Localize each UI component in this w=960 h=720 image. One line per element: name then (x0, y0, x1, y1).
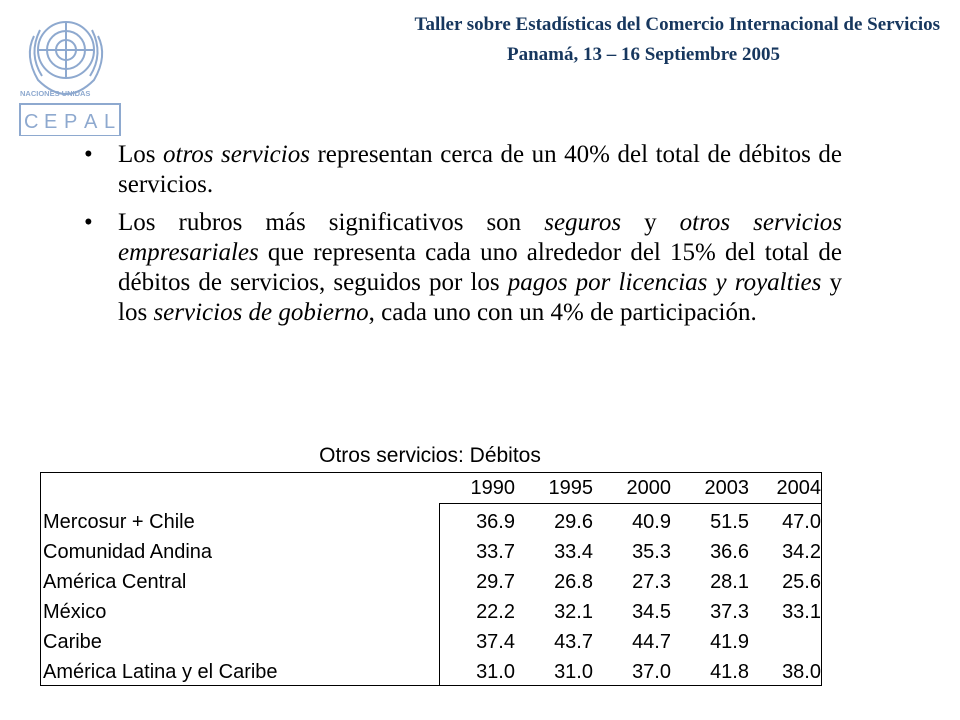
row-label: América Latina y el Caribe (43, 661, 278, 683)
table-row (41, 507, 821, 537)
table-cell: 41.8 (710, 661, 749, 683)
table-row (41, 567, 821, 597)
table-cell: 31.0 (554, 661, 593, 683)
table-cell: 35.3 (632, 541, 671, 563)
table-cell: 34.2 (782, 541, 821, 563)
table-cell: 38.0 (782, 661, 821, 683)
row-label: Caribe (43, 631, 102, 653)
table-header-row (41, 473, 821, 503)
row-label: Mercosur + Chile (43, 511, 195, 533)
svg-text:E: E (44, 111, 58, 133)
table-title: Otros servicios: Débitos (319, 444, 541, 467)
debits-table (40, 472, 822, 686)
header-subtitle: Panamá, 13 – 16 Septiembre 2005 (506, 44, 780, 65)
table-cell: 47.0 (782, 511, 821, 533)
bullet-list (84, 140, 842, 336)
table-cell: 36.9 (476, 511, 515, 533)
table-cell: 44.7 (632, 631, 671, 653)
table-cell: 40.9 (632, 511, 671, 533)
table-cell: 36.6 (710, 541, 749, 563)
table-cell: 51.5 (710, 511, 749, 533)
table-cell: 26.8 (554, 571, 593, 593)
table-row (41, 657, 821, 687)
year-header: 2004 (776, 477, 821, 499)
table-cell: 37.0 (632, 661, 671, 683)
bullet-item (84, 208, 842, 328)
table-row (41, 537, 821, 567)
table-cell: 27.3 (632, 571, 671, 593)
table-row (41, 597, 821, 627)
bullet-2-text: Los rubros más significativos son seguros y otros servicios empresariales que representa cada uno alrededor del 15% del total de débitos de servicios, seguidos por los pagos por licencias y royalties y los servicios de gobierno, cada uno con un 4% de participación. (118, 209, 843, 326)
table-divider (439, 503, 821, 504)
table-cell: 22.2 (476, 601, 515, 623)
year-header: 1990 (470, 477, 515, 499)
svg-text:NACIONES UNIDAS: NACIONES UNIDAS (20, 89, 91, 98)
table-row (41, 627, 821, 657)
table-cell: 34.5 (632, 601, 671, 623)
year-header: 2003 (704, 477, 749, 499)
table-cell: 33.1 (782, 601, 821, 623)
bullet-1-text: Los otros servicios representan cerca de un 40% del total de débitos de servicios. (118, 141, 843, 198)
table-cell: 37.3 (710, 601, 749, 623)
bullet-dot-icon: • (84, 141, 93, 168)
table-cell: 28.1 (710, 571, 749, 593)
bullet-dot-icon: • (84, 209, 93, 236)
table-cell: 29.6 (554, 511, 593, 533)
table-cell: 25.6 (782, 571, 821, 593)
svg-text:P: P (64, 111, 78, 133)
table-cell: 41.9 (710, 631, 749, 653)
svg-text:L: L (104, 111, 116, 133)
table-cell: 43.7 (554, 631, 593, 653)
table-cell: 32.1 (554, 601, 593, 623)
svg-text:A: A (84, 111, 98, 133)
row-label: América Central (43, 571, 187, 593)
year-header: 2000 (626, 477, 671, 499)
table-cell: 31.0 (476, 661, 515, 683)
table-cell: 37.4 (476, 631, 515, 653)
svg-text:C: C (24, 111, 39, 133)
header-title: Taller sobre Estadísticas del Comercio Internacional de Servicios (414, 14, 940, 35)
row-label: México (43, 601, 107, 623)
bullet-item (84, 140, 842, 200)
year-header: 1995 (548, 477, 593, 499)
table-cell: 33.4 (554, 541, 593, 563)
row-label: Comunidad Andina (43, 541, 213, 563)
table-cell: 33.7 (476, 541, 515, 563)
table-cell: 29.7 (476, 571, 515, 593)
